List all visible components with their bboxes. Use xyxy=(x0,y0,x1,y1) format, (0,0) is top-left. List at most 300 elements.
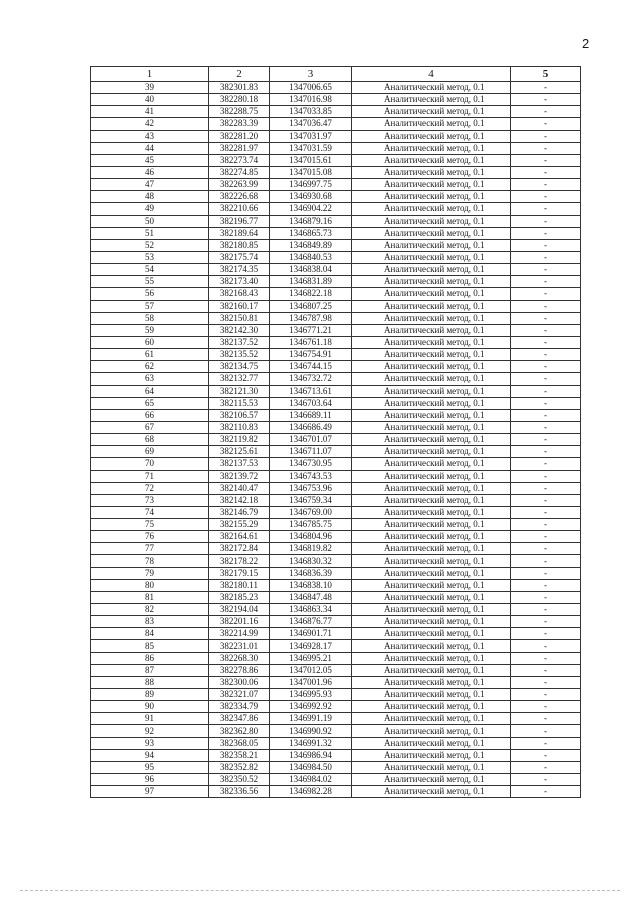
y-coordinate-cell: 1346991.32 xyxy=(270,737,352,749)
method-cell: Аналитический метод, 0.1 xyxy=(352,591,511,603)
x-coordinate-cell: 382134.75 xyxy=(209,361,270,373)
y-coordinate-cell: 1346982.28 xyxy=(270,786,352,798)
point-number-cell: 71 xyxy=(91,470,209,482)
table-row xyxy=(91,664,581,676)
x-coordinate-cell: 382352.82 xyxy=(209,761,270,773)
method-cell: Аналитический метод, 0.1 xyxy=(352,130,511,142)
table-row xyxy=(91,154,581,166)
point-number-cell: 77 xyxy=(91,543,209,555)
table-row xyxy=(91,458,581,470)
table-row xyxy=(91,531,581,543)
method-cell: Аналитический метод, 0.1 xyxy=(352,312,511,324)
point-number-cell: 89 xyxy=(91,689,209,701)
x-coordinate-cell: 382226.68 xyxy=(209,191,270,203)
y-coordinate-cell: 1346785.75 xyxy=(270,519,352,531)
point-number-cell: 85 xyxy=(91,640,209,652)
y-coordinate-cell: 1346754.91 xyxy=(270,349,352,361)
table-row xyxy=(91,786,581,798)
description-cell: - xyxy=(511,640,581,652)
point-number-cell: 79 xyxy=(91,567,209,579)
point-number-cell: 94 xyxy=(91,749,209,761)
point-number-cell: 51 xyxy=(91,227,209,239)
point-number-cell: 43 xyxy=(91,130,209,142)
y-coordinate-cell: 1347036.47 xyxy=(270,118,352,130)
y-coordinate-cell: 1346753.96 xyxy=(270,482,352,494)
method-cell: Аналитический метод, 0.1 xyxy=(352,749,511,761)
table-row xyxy=(91,567,581,579)
point-number-cell: 84 xyxy=(91,628,209,640)
table-row xyxy=(91,276,581,288)
table-row xyxy=(91,652,581,664)
x-coordinate-cell: 382106.57 xyxy=(209,409,270,421)
column-header-y: 3 xyxy=(270,67,352,82)
table-row xyxy=(91,434,581,446)
method-cell: Аналитический метод, 0.1 xyxy=(352,118,511,130)
y-coordinate-cell: 1346761.18 xyxy=(270,336,352,348)
table-row xyxy=(91,519,581,531)
description-cell: - xyxy=(511,106,581,118)
description-cell: - xyxy=(511,555,581,567)
method-cell: Аналитический метод, 0.1 xyxy=(352,397,511,409)
method-cell: Аналитический метод, 0.1 xyxy=(352,531,511,543)
description-cell: - xyxy=(511,482,581,494)
x-coordinate-cell: 382160.17 xyxy=(209,300,270,312)
description-cell: - xyxy=(511,506,581,518)
point-number-cell: 90 xyxy=(91,701,209,713)
point-number-cell: 44 xyxy=(91,142,209,154)
method-cell: Аналитический метод, 0.1 xyxy=(352,361,511,373)
y-coordinate-cell: 1346807.25 xyxy=(270,300,352,312)
table-row xyxy=(91,203,581,215)
point-number-cell: 91 xyxy=(91,713,209,725)
x-coordinate-cell: 382334.79 xyxy=(209,701,270,713)
x-coordinate-cell: 382358.21 xyxy=(209,749,270,761)
point-number-cell: 42 xyxy=(91,118,209,130)
method-cell: Аналитический метод, 0.1 xyxy=(352,191,511,203)
table-row xyxy=(91,676,581,688)
x-coordinate-cell: 382115.53 xyxy=(209,397,270,409)
point-number-cell: 87 xyxy=(91,664,209,676)
y-coordinate-cell: 1346879.16 xyxy=(270,215,352,227)
point-number-cell: 65 xyxy=(91,397,209,409)
y-coordinate-cell: 1346997.75 xyxy=(270,179,352,191)
y-coordinate-cell: 1347015.08 xyxy=(270,166,352,178)
description-cell: - xyxy=(511,689,581,701)
description-cell: - xyxy=(511,713,581,725)
point-number-cell: 74 xyxy=(91,506,209,518)
point-number-cell: 86 xyxy=(91,652,209,664)
x-coordinate-cell: 382201.16 xyxy=(209,616,270,628)
column-header-description: 5 xyxy=(511,67,581,82)
table-row xyxy=(91,409,581,421)
description-cell: - xyxy=(511,616,581,628)
y-coordinate-cell: 1347015.61 xyxy=(270,154,352,166)
y-coordinate-cell: 1346986.94 xyxy=(270,749,352,761)
description-cell: - xyxy=(511,470,581,482)
x-coordinate-cell: 382142.18 xyxy=(209,494,270,506)
method-cell: Аналитический метод, 0.1 xyxy=(352,227,511,239)
point-number-cell: 70 xyxy=(91,458,209,470)
table-row xyxy=(91,591,581,603)
x-coordinate-cell: 382121.30 xyxy=(209,385,270,397)
method-cell: Аналитический метод, 0.1 xyxy=(352,349,511,361)
point-number-cell: 83 xyxy=(91,616,209,628)
y-coordinate-cell: 1347033.85 xyxy=(270,106,352,118)
description-cell: - xyxy=(511,786,581,798)
table-row xyxy=(91,579,581,591)
point-number-cell: 39 xyxy=(91,82,209,94)
description-cell: - xyxy=(511,179,581,191)
x-coordinate-cell: 382196.77 xyxy=(209,215,270,227)
y-coordinate-cell: 1346759.34 xyxy=(270,494,352,506)
point-number-cell: 40 xyxy=(91,94,209,106)
method-cell: Аналитический метод, 0.1 xyxy=(352,640,511,652)
y-coordinate-cell: 1346995.93 xyxy=(270,689,352,701)
table-row xyxy=(91,239,581,251)
point-number-cell: 52 xyxy=(91,239,209,251)
description-cell: - xyxy=(511,543,581,555)
y-coordinate-cell: 1346992.92 xyxy=(270,701,352,713)
x-coordinate-cell: 382173.40 xyxy=(209,276,270,288)
coordinates-table xyxy=(90,66,581,798)
description-cell: - xyxy=(511,118,581,130)
description-cell: - xyxy=(511,154,581,166)
x-coordinate-cell: 382280.18 xyxy=(209,94,270,106)
y-coordinate-cell: 1346701.07 xyxy=(270,434,352,446)
x-coordinate-cell: 382178.22 xyxy=(209,555,270,567)
method-cell: Аналитический метод, 0.1 xyxy=(352,689,511,701)
table-row xyxy=(91,94,581,106)
y-coordinate-cell: 1346984.02 xyxy=(270,774,352,786)
description-cell: - xyxy=(511,94,581,106)
table-row xyxy=(91,324,581,336)
table-row xyxy=(91,215,581,227)
x-coordinate-cell: 382119.82 xyxy=(209,434,270,446)
x-coordinate-cell: 382347.86 xyxy=(209,713,270,725)
point-number-cell: 75 xyxy=(91,519,209,531)
x-coordinate-cell: 382150.81 xyxy=(209,312,270,324)
y-coordinate-cell: 1346995.21 xyxy=(270,652,352,664)
x-coordinate-cell: 382336.56 xyxy=(209,786,270,798)
x-coordinate-cell: 382135.52 xyxy=(209,349,270,361)
y-coordinate-cell: 1346991.19 xyxy=(270,713,352,725)
method-cell: Аналитический метод, 0.1 xyxy=(352,154,511,166)
description-cell: - xyxy=(511,373,581,385)
x-coordinate-cell: 382142.30 xyxy=(209,324,270,336)
method-cell: Аналитический метод, 0.1 xyxy=(352,494,511,506)
x-coordinate-cell: 382210.66 xyxy=(209,203,270,215)
column-header-point: 1 xyxy=(91,67,209,82)
point-number-cell: 46 xyxy=(91,166,209,178)
method-cell: Аналитический метод, 0.1 xyxy=(352,579,511,591)
description-cell: - xyxy=(511,737,581,749)
x-coordinate-cell: 382350.52 xyxy=(209,774,270,786)
y-coordinate-cell: 1346876.77 xyxy=(270,616,352,628)
table-row xyxy=(91,737,581,749)
x-coordinate-cell: 382125.61 xyxy=(209,446,270,458)
point-number-cell: 78 xyxy=(91,555,209,567)
method-cell: Аналитический метод, 0.1 xyxy=(352,482,511,494)
y-coordinate-cell: 1347006.65 xyxy=(270,82,352,94)
y-coordinate-cell: 1347031.59 xyxy=(270,142,352,154)
table-row xyxy=(91,701,581,713)
point-number-cell: 60 xyxy=(91,336,209,348)
table-row xyxy=(91,761,581,773)
method-cell: Аналитический метод, 0.1 xyxy=(352,786,511,798)
method-cell: Аналитический метод, 0.1 xyxy=(352,142,511,154)
table-row xyxy=(91,555,581,567)
table-row xyxy=(91,142,581,154)
table-row xyxy=(91,82,581,94)
point-number-cell: 48 xyxy=(91,191,209,203)
x-coordinate-cell: 382231.01 xyxy=(209,640,270,652)
method-cell: Аналитический метод, 0.1 xyxy=(352,106,511,118)
point-number-cell: 68 xyxy=(91,434,209,446)
method-cell: Аналитический метод, 0.1 xyxy=(352,385,511,397)
point-number-cell: 81 xyxy=(91,591,209,603)
method-cell: Аналитический метод, 0.1 xyxy=(352,264,511,276)
method-cell: Аналитический метод, 0.1 xyxy=(352,300,511,312)
method-cell: Аналитический метод, 0.1 xyxy=(352,774,511,786)
point-number-cell: 57 xyxy=(91,300,209,312)
x-coordinate-cell: 382189.64 xyxy=(209,227,270,239)
y-coordinate-cell: 1346838.10 xyxy=(270,579,352,591)
x-coordinate-cell: 382140.47 xyxy=(209,482,270,494)
method-cell: Аналитический метод, 0.1 xyxy=(352,616,511,628)
table-row xyxy=(91,130,581,142)
point-number-cell: 63 xyxy=(91,373,209,385)
point-number-cell: 69 xyxy=(91,446,209,458)
x-coordinate-cell: 382263.99 xyxy=(209,179,270,191)
y-coordinate-cell: 1346990.92 xyxy=(270,725,352,737)
x-coordinate-cell: 382185.23 xyxy=(209,591,270,603)
x-coordinate-cell: 382273.74 xyxy=(209,154,270,166)
description-cell: - xyxy=(511,519,581,531)
method-cell: Аналитический метод, 0.1 xyxy=(352,543,511,555)
description-cell: - xyxy=(511,652,581,664)
description-cell: - xyxy=(511,421,581,433)
table-row xyxy=(91,640,581,652)
y-coordinate-cell: 1346830.32 xyxy=(270,555,352,567)
x-coordinate-cell: 382155.29 xyxy=(209,519,270,531)
description-cell: - xyxy=(511,664,581,676)
y-coordinate-cell: 1346822.18 xyxy=(270,288,352,300)
table-row xyxy=(91,482,581,494)
description-cell: - xyxy=(511,336,581,348)
method-cell: Аналитический метод, 0.1 xyxy=(352,215,511,227)
x-coordinate-cell: 382368.05 xyxy=(209,737,270,749)
table-row xyxy=(91,774,581,786)
table-body xyxy=(91,82,581,798)
point-number-cell: 59 xyxy=(91,324,209,336)
x-coordinate-cell: 382137.53 xyxy=(209,458,270,470)
y-coordinate-cell: 1346901.71 xyxy=(270,628,352,640)
table-row xyxy=(91,689,581,701)
point-number-cell: 97 xyxy=(91,786,209,798)
y-coordinate-cell: 1346865.73 xyxy=(270,227,352,239)
description-cell: - xyxy=(511,361,581,373)
description-cell: - xyxy=(511,725,581,737)
y-coordinate-cell: 1347001.96 xyxy=(270,676,352,688)
table-row xyxy=(91,397,581,409)
x-coordinate-cell: 382179.15 xyxy=(209,567,270,579)
y-coordinate-cell: 1347031.97 xyxy=(270,130,352,142)
description-cell: - xyxy=(511,227,581,239)
x-coordinate-cell: 382214.99 xyxy=(209,628,270,640)
description-cell: - xyxy=(511,434,581,446)
point-number-cell: 56 xyxy=(91,288,209,300)
table-row xyxy=(91,179,581,191)
description-cell: - xyxy=(511,203,581,215)
description-cell: - xyxy=(511,385,581,397)
point-number-cell: 54 xyxy=(91,264,209,276)
description-cell: - xyxy=(511,142,581,154)
y-coordinate-cell: 1347012.05 xyxy=(270,664,352,676)
table-row xyxy=(91,506,581,518)
table-row xyxy=(91,336,581,348)
table-row xyxy=(91,543,581,555)
x-coordinate-cell: 382172.84 xyxy=(209,543,270,555)
y-coordinate-cell: 1347016.98 xyxy=(270,94,352,106)
x-coordinate-cell: 382146.79 xyxy=(209,506,270,518)
method-cell: Аналитический метод, 0.1 xyxy=(352,725,511,737)
point-number-cell: 96 xyxy=(91,774,209,786)
method-cell: Аналитический метод, 0.1 xyxy=(352,373,511,385)
point-number-cell: 92 xyxy=(91,725,209,737)
method-cell: Аналитический метод, 0.1 xyxy=(352,652,511,664)
method-cell: Аналитический метод, 0.1 xyxy=(352,761,511,773)
point-number-cell: 67 xyxy=(91,421,209,433)
x-coordinate-cell: 382168.43 xyxy=(209,288,270,300)
method-cell: Аналитический метод, 0.1 xyxy=(352,676,511,688)
y-coordinate-cell: 1346863.34 xyxy=(270,604,352,616)
description-cell: - xyxy=(511,531,581,543)
y-coordinate-cell: 1346771.21 xyxy=(270,324,352,336)
table-row xyxy=(91,421,581,433)
y-coordinate-cell: 1346743.53 xyxy=(270,470,352,482)
point-number-cell: 80 xyxy=(91,579,209,591)
y-coordinate-cell: 1346787.98 xyxy=(270,312,352,324)
y-coordinate-cell: 1346847.48 xyxy=(270,591,352,603)
method-cell: Аналитический метод, 0.1 xyxy=(352,506,511,518)
method-cell: Аналитический метод, 0.1 xyxy=(352,94,511,106)
description-cell: - xyxy=(511,239,581,251)
y-coordinate-cell: 1346686.49 xyxy=(270,421,352,433)
x-coordinate-cell: 382283.39 xyxy=(209,118,270,130)
description-cell: - xyxy=(511,567,581,579)
y-coordinate-cell: 1346838.04 xyxy=(270,264,352,276)
method-cell: Аналитический метод, 0.1 xyxy=(352,288,511,300)
x-coordinate-cell: 382194.04 xyxy=(209,604,270,616)
method-cell: Аналитический метод, 0.1 xyxy=(352,239,511,251)
table-row xyxy=(91,288,581,300)
table-row xyxy=(91,118,581,130)
description-cell: - xyxy=(511,774,581,786)
table-row xyxy=(91,227,581,239)
description-cell: - xyxy=(511,130,581,142)
point-number-cell: 50 xyxy=(91,215,209,227)
method-cell: Аналитический метод, 0.1 xyxy=(352,336,511,348)
table-row xyxy=(91,312,581,324)
point-number-cell: 47 xyxy=(91,179,209,191)
method-cell: Аналитический метод, 0.1 xyxy=(352,604,511,616)
method-cell: Аналитический метод, 0.1 xyxy=(352,737,511,749)
x-coordinate-cell: 382301.83 xyxy=(209,82,270,94)
method-cell: Аналитический метод, 0.1 xyxy=(352,82,511,94)
y-coordinate-cell: 1346744.15 xyxy=(270,361,352,373)
y-coordinate-cell: 1346732.72 xyxy=(270,373,352,385)
description-cell: - xyxy=(511,312,581,324)
point-number-cell: 95 xyxy=(91,761,209,773)
table-row xyxy=(91,385,581,397)
table-row xyxy=(91,616,581,628)
description-cell: - xyxy=(511,166,581,178)
point-number-cell: 64 xyxy=(91,385,209,397)
y-coordinate-cell: 1346819.82 xyxy=(270,543,352,555)
y-coordinate-cell: 1346984.50 xyxy=(270,761,352,773)
y-coordinate-cell: 1346804.96 xyxy=(270,531,352,543)
description-cell: - xyxy=(511,591,581,603)
point-number-cell: 41 xyxy=(91,106,209,118)
table-row xyxy=(91,251,581,263)
description-cell: - xyxy=(511,458,581,470)
y-coordinate-cell: 1346904.22 xyxy=(270,203,352,215)
table-header-row xyxy=(91,67,581,82)
description-cell: - xyxy=(511,761,581,773)
description-cell: - xyxy=(511,628,581,640)
method-cell: Аналитический метод, 0.1 xyxy=(352,567,511,579)
description-cell: - xyxy=(511,251,581,263)
table-row xyxy=(91,373,581,385)
method-cell: Аналитический метод, 0.1 xyxy=(352,713,511,725)
table-row xyxy=(91,749,581,761)
y-coordinate-cell: 1346730.95 xyxy=(270,458,352,470)
method-cell: Аналитический метод, 0.1 xyxy=(352,519,511,531)
method-cell: Аналитический метод, 0.1 xyxy=(352,470,511,482)
table-row xyxy=(91,300,581,312)
point-number-cell: 88 xyxy=(91,676,209,688)
x-coordinate-cell: 382362.80 xyxy=(209,725,270,737)
description-cell: - xyxy=(511,300,581,312)
x-coordinate-cell: 382278.86 xyxy=(209,664,270,676)
method-cell: Аналитический метод, 0.1 xyxy=(352,251,511,263)
table-row xyxy=(91,494,581,506)
page-number: 2 xyxy=(582,36,590,51)
description-cell: - xyxy=(511,579,581,591)
y-coordinate-cell: 1346831.89 xyxy=(270,276,352,288)
y-coordinate-cell: 1346849.89 xyxy=(270,239,352,251)
x-coordinate-cell: 382281.20 xyxy=(209,130,270,142)
table-row xyxy=(91,191,581,203)
point-number-cell: 45 xyxy=(91,154,209,166)
column-header-method: 4 xyxy=(352,67,511,82)
table-row xyxy=(91,166,581,178)
description-cell: - xyxy=(511,409,581,421)
table-row xyxy=(91,106,581,118)
description-cell: - xyxy=(511,288,581,300)
x-coordinate-cell: 382321.07 xyxy=(209,689,270,701)
point-number-cell: 53 xyxy=(91,251,209,263)
point-number-cell: 82 xyxy=(91,604,209,616)
table-row xyxy=(91,446,581,458)
description-cell: - xyxy=(511,191,581,203)
description-cell: - xyxy=(511,749,581,761)
x-coordinate-cell: 382288.75 xyxy=(209,106,270,118)
x-coordinate-cell: 382175.74 xyxy=(209,251,270,263)
method-cell: Аналитический метод, 0.1 xyxy=(352,324,511,336)
x-coordinate-cell: 382268.30 xyxy=(209,652,270,664)
table-row xyxy=(91,361,581,373)
